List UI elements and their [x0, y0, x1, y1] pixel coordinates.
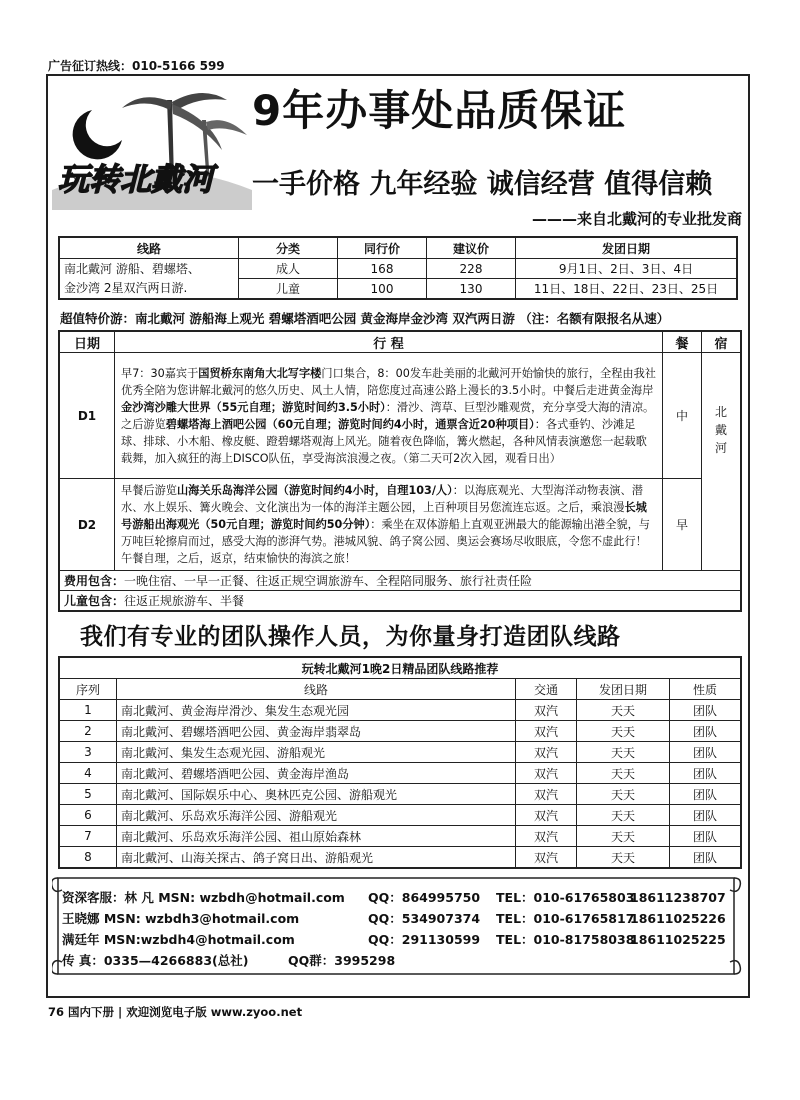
day2-meal: 早 — [663, 479, 702, 571]
table-row — [59, 763, 741, 784]
d1-text: ：滑沙、湾草、巨型沙雕观赏，充分享受大海的清凉。之后游览 — [121, 400, 655, 431]
col-dates: 发团日期 — [516, 237, 738, 259]
row-route: 南北戴河、国际娱乐中心、奥林匹克公园、游船观光 — [117, 784, 516, 805]
page-footer: 76 国内下册 | 欢迎浏览电子版 www.zyoo.net — [48, 1005, 303, 1019]
row-seq: 3 — [59, 742, 117, 763]
team-headline: 我们有专业的团队操作人员，为你量身打造团队线路 — [80, 624, 621, 650]
contact-row — [62, 908, 732, 929]
contact-tel: TEL：010-61765817 — [496, 911, 635, 926]
headline: 9年办事处品质保证 — [252, 86, 627, 135]
d1-text: 门口集合，8：00发车赴美丽的北戴河开始愉快的旅行，全程由我社优秀全陪为您讲解北戴河的悠久历史、风土人情，陪您度过高速公路上漫长的3.5小时。中餐后走进黄金海岸 — [121, 366, 656, 397]
row-route: 南北戴河、乐岛欢乐海洋公园、游船观光 — [117, 805, 516, 826]
row-transport: 双汽 — [516, 805, 577, 826]
row-type: 团队 — [670, 763, 742, 784]
col-meal: 餐 — [663, 331, 702, 353]
contact-tel: TEL：010-61765803 — [496, 890, 635, 905]
col-route: 线路 — [117, 679, 516, 700]
contact-name-msn: 满廷年 MSN:wzbdh4@hotmail.com — [62, 932, 295, 947]
row-transport: 双汽 — [516, 784, 577, 805]
row-depart: 天天 — [577, 700, 670, 721]
row-route: 南北戴河、集发生态观光园、游船观光 — [117, 742, 516, 763]
row-route: 南北戴河、乐岛欢乐海洋公园、祖山原始森林 — [117, 826, 516, 847]
child-text: 往返正规旅游车、半餐 — [124, 594, 245, 608]
row-type: 团队 — [670, 826, 742, 847]
child-label: 儿童包含： — [64, 594, 125, 608]
row-seq: 8 — [59, 847, 117, 869]
row-seq: 6 — [59, 805, 117, 826]
row-type: 团队 — [670, 784, 742, 805]
fax-row — [62, 950, 732, 971]
col-depart: 发团日期 — [577, 679, 670, 700]
contact-qq: QQ：291130599 — [368, 932, 481, 947]
contact-mobile: 18611025225 — [630, 932, 726, 947]
contact-row — [62, 929, 732, 950]
row-type: 团队 — [670, 805, 742, 826]
price-retail: 228 — [427, 259, 516, 279]
table-row — [59, 700, 741, 721]
table-row — [59, 784, 741, 805]
table-row — [59, 742, 741, 763]
company-tagline: ———来自北戴河的专业批发商 — [531, 210, 742, 228]
price-peer: 168 — [338, 259, 427, 279]
ad-hotline: 广告征订热线：010-5166 599 — [48, 59, 225, 73]
row-type: 团队 — [670, 742, 742, 763]
stay-place: 北戴河 — [714, 405, 727, 455]
day1-description — [115, 353, 663, 479]
price-dates: 9月1日、2日、3日、4日 — [516, 259, 738, 279]
logo-text: 玩转北戴河 — [58, 162, 213, 198]
row-route: 南北戴河、碧螺塔酒吧公园、黄金海岸渔岛 — [117, 763, 516, 784]
col-route: 线路 — [59, 237, 239, 259]
d2-text: 长城号游船出海观光（50元自理；游览时间约50分钟） — [121, 501, 647, 531]
d1-text: 国贸桥东南角大北写字楼 — [198, 366, 322, 380]
route-cell — [59, 259, 239, 300]
col-itinerary: 行 程 — [115, 331, 663, 353]
row-transport: 双汽 — [516, 742, 577, 763]
table-caption: 玩转北戴河1晚2日精品团队线路推荐 — [59, 657, 741, 679]
row-transport: 双汽 — [516, 700, 577, 721]
contact-block — [62, 887, 732, 971]
price-dates: 11日、18日、22日、23日、25日 — [516, 279, 738, 300]
row-depart: 天天 — [577, 763, 670, 784]
row-route: 南北戴河、山海关探古、鸽子窝日出、游船观光 — [117, 847, 516, 869]
price-table — [58, 236, 738, 300]
price-retail: 130 — [427, 279, 516, 300]
row-route: 南北戴河、黄金海岸滑沙、集发生态观光园 — [117, 700, 516, 721]
route-line: 金沙湾 2星双汽两日游. — [64, 280, 188, 295]
table-row — [59, 826, 741, 847]
d2-text: ：以海底观光、大型海洋动物表演、潜水、水上娱乐、篝火晚会、文化演出为一体的海洋主题公园，上百种项目另您流连忘返。之后，乘浪漫 — [121, 484, 643, 514]
row-depart: 天天 — [577, 847, 670, 869]
day-label: D2 — [59, 479, 115, 571]
d2-text: ：乘坐在双体游船上直观亚洲最大的能源输出港全貌，与万吨巨轮擦肩而过，感受大海的澎湃气势。港城风貌、鸽子窝公园、奥运会赛场尽收眼底，令您不虚此行！午餐自理，之后，返京，结束愉快的海滨之旅！ — [121, 518, 650, 565]
d2-text: 山海关乐岛海洋公园（游览时间约4小时，自理103/人） — [176, 484, 453, 497]
row-depart: 天天 — [577, 784, 670, 805]
table-row — [59, 721, 741, 742]
day-label: D1 — [59, 353, 115, 479]
col-retail-price: 建议价 — [427, 237, 516, 259]
row-type: 团队 — [670, 721, 742, 742]
fax: 传 真：0335—4266883(总社) — [62, 953, 249, 968]
row-type: 团队 — [670, 847, 742, 869]
group-route-table — [58, 656, 742, 869]
row-depart: 天天 — [577, 742, 670, 763]
row-transport: 双汽 — [516, 826, 577, 847]
row-seq: 4 — [59, 763, 117, 784]
row-seq: 5 — [59, 784, 117, 805]
child-includes — [59, 591, 741, 612]
row-transport: 双汽 — [516, 721, 577, 742]
contact-mobile: 18611238707 — [630, 890, 726, 905]
table-row — [59, 847, 741, 869]
contact-name-msn: 资深客服：林 凡 MSN: wzbdh@hotmail.com — [62, 890, 345, 905]
row-depart: 天天 — [577, 826, 670, 847]
slogan: 一手价格 九年经验 诚信经营 值得信赖 — [252, 169, 713, 200]
price-peer: 100 — [338, 279, 427, 300]
col-category: 分类 — [239, 237, 338, 259]
stay-cell — [702, 353, 742, 571]
col-transport: 交通 — [516, 679, 577, 700]
contact-name-msn: 王晓娜 MSN: wzbdh3@hotmail.com — [62, 911, 300, 926]
col-peer-price: 同行价 — [338, 237, 427, 259]
col-stay: 宿 — [702, 331, 742, 353]
contact-mobile: 18611025226 — [630, 911, 726, 926]
row-seq: 7 — [59, 826, 117, 847]
d1-text: 碧螺塔海上酒吧公园（60元自理；游览时间约4小时，通票含近20种项目） — [165, 417, 535, 431]
itinerary-table — [58, 330, 742, 612]
price-cat: 儿童 — [239, 279, 338, 300]
price-cat: 成人 — [239, 259, 338, 279]
fee-text: 一晚住宿、一早一正餐、往返正规空调旅游车、全程陪同服务、旅行社责任险 — [124, 574, 533, 588]
route-line: 南北戴河 游船、碧螺塔、 — [64, 261, 200, 276]
row-seq: 2 — [59, 721, 117, 742]
fee-label: 费用包含： — [64, 574, 125, 588]
d1-text: 早7：30嘉宾于 — [121, 366, 199, 380]
col-type: 性质 — [670, 679, 742, 700]
row-transport: 双汽 — [516, 847, 577, 869]
row-depart: 天天 — [577, 805, 670, 826]
col-seq: 序列 — [59, 679, 117, 700]
contact-qq: QQ：534907374 — [368, 911, 481, 926]
row-depart: 天天 — [577, 721, 670, 742]
col-day: 日期 — [59, 331, 115, 353]
day2-description — [115, 479, 663, 571]
contact-tel: TEL：010-81758038 — [496, 932, 635, 947]
promo-line: 超值特价游：南北戴河 游船海上观光 碧螺塔酒吧公园 黄金海岸金沙湾 双汽两日游 （注：名额有限报名从速） — [60, 311, 670, 326]
row-route: 南北戴河、碧螺塔酒吧公园、黄金海岸翡翠岛 — [117, 721, 516, 742]
contact-qq: QQ：864995750 — [368, 890, 481, 905]
d1-text: ：各式垂钓、沙滩足球、排球、小木船、橡皮艇、蹬碧螺塔观海上风光。随着夜色降临，篝火燃起，各种风情表演邀您一起载歌载舞，加入疯狂的海上DISCO队伍，享受海滨浪漫之夜。（第二天可2次入园，观看日出） — [121, 417, 647, 465]
row-seq: 1 — [59, 700, 117, 721]
contact-row — [62, 887, 732, 908]
fee-includes — [59, 571, 741, 591]
d1-text: 金沙湾沙雕大世界（55元自理；游览时间约3.5小时） — [121, 400, 386, 414]
day1-meal: 中 — [663, 353, 702, 479]
table-row — [59, 805, 741, 826]
qq-group: QQ群：3995298 — [288, 953, 396, 968]
row-type: 团队 — [670, 700, 742, 721]
row-transport: 双汽 — [516, 763, 577, 784]
d2-text: 早餐后游览 — [121, 484, 177, 497]
